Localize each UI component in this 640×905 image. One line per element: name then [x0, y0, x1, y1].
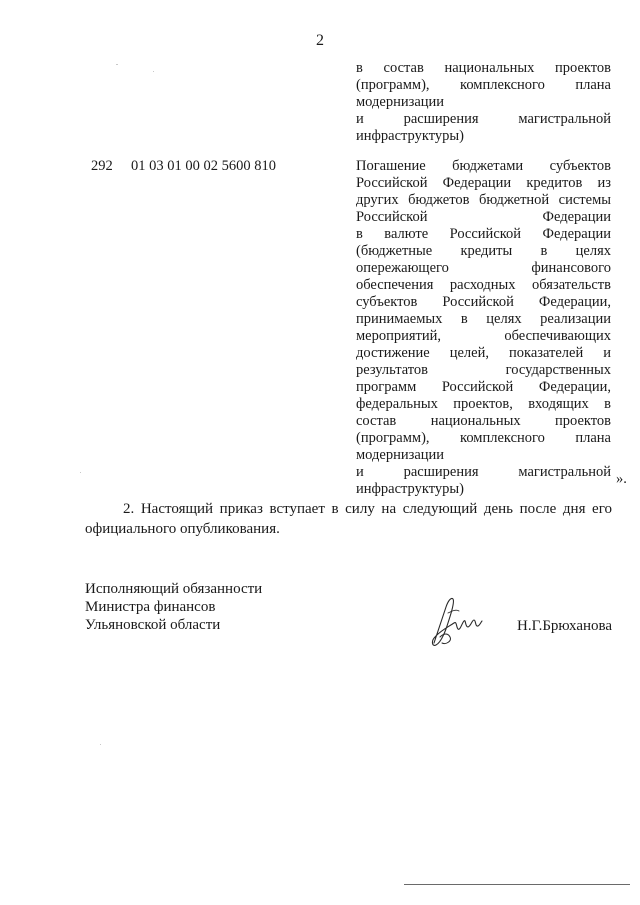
description-line: состав национальных проектов	[356, 413, 611, 429]
description-line: субъектов Российской Федерации,	[356, 294, 611, 310]
paragraph-effective-date: 2. Настоящий приказ вступает в силу на следующий день после дня его официального опубликования.	[85, 501, 612, 537]
description-line: достижение целей, показателей и	[356, 345, 611, 361]
description-line: в валюте Российской Федерации	[356, 226, 611, 242]
description-line: (бюджетные кредиты в целях	[356, 243, 611, 259]
handwritten-signature	[426, 593, 486, 649]
closing-quote: ».	[616, 471, 627, 487]
description-line: программ Российской Федерации,	[356, 379, 611, 395]
description-line: и расширения магистральной	[356, 464, 611, 480]
scan-speck	[116, 64, 118, 65]
page-number: 2	[316, 32, 324, 49]
description-line: Российской Федерации кредитов из	[356, 175, 611, 191]
continuation-line: в состав национальных проектов	[356, 60, 611, 76]
description-line: принимаемых в целях реализации	[356, 311, 611, 327]
row-number: 292	[91, 158, 113, 174]
description-line: Погашение бюджетами субъектов	[356, 158, 611, 174]
description-line: других бюджетов бюджетной системы	[356, 192, 611, 208]
description-line: модернизации	[356, 447, 445, 463]
description-line: федеральных проектов, входящих в	[356, 396, 611, 412]
scan-speck	[80, 472, 81, 473]
signer-name: Н.Г.Брюханова	[517, 618, 613, 634]
signatory-title-line: Министра финансов	[85, 599, 216, 615]
continuation-line: (программ), комплексного плана	[356, 77, 611, 93]
description-line: мероприятий, обеспечивающих	[356, 328, 611, 344]
description-line: результатов государственных	[356, 362, 611, 378]
description-line: (программ), комплексного плана	[356, 430, 611, 446]
scan-speck	[100, 744, 101, 745]
scan-speck	[153, 71, 154, 72]
signatory-title-line: Ульяновской области	[85, 617, 221, 633]
budget-code: 01 03 01 00 02 5600 810	[131, 158, 276, 174]
description-line: опережающего финансового	[356, 260, 611, 276]
description-line: Российской Федерации	[356, 209, 611, 225]
description-line: инфраструктуры)	[356, 481, 464, 497]
bottom-rule	[404, 884, 630, 885]
continuation-line: инфраструктуры)	[356, 128, 464, 144]
continuation-line: модернизации	[356, 94, 445, 110]
signatory-title	[85, 580, 262, 634]
description-line: обеспечения расходных обязательств	[356, 277, 611, 293]
continuation-line: и расширения магистральной	[356, 111, 611, 127]
signatory-title-line: Исполняющий обязанности	[85, 581, 263, 597]
